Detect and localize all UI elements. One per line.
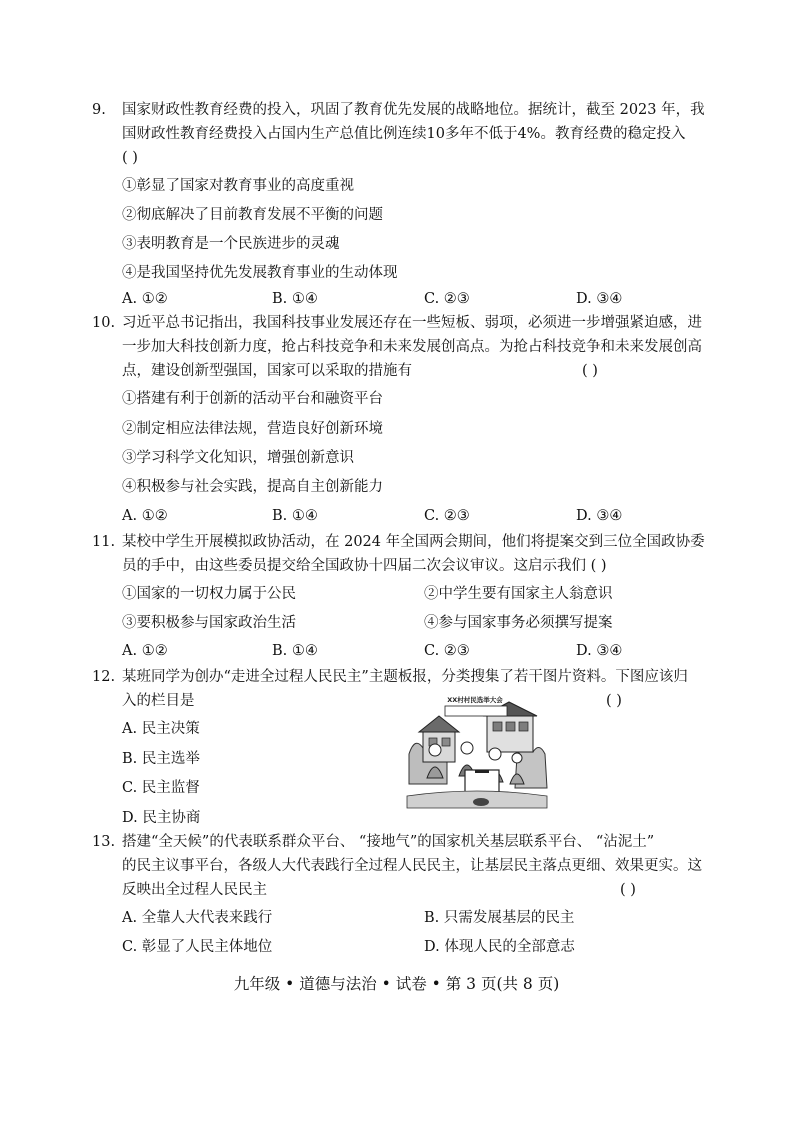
question-stem-line: 的民主议事平台，各级人大代表践行全过程人民民主，让基层民主落点更细、效果更实。这 [122, 858, 702, 874]
statement: ①彰显了国家对教育事业的高度重视 [122, 178, 354, 194]
choice-b: B. 民主选举 [122, 751, 200, 767]
question-stem-line: 某班同学为创办“走进全过程人民民主”主题板报，分类搜集了若干图片资料。下图应该归 [122, 669, 688, 685]
question-stem-line: 习近平总书记指出，我国科技事业发展还存在一些短板、弱项，必须进一步增强紧迫感，进 [122, 315, 702, 331]
statement: ④参与国家事务必须撰写提案 [424, 615, 613, 631]
question-stem-line: 反映出全过程人民民主 [122, 882, 267, 898]
choice-d: D. ③④ [576, 508, 623, 524]
question-stem-line: 某校中学生开展模拟政协活动，在 2024 年全国两会期间，他们将提案交到三位全国政协委 [122, 534, 705, 550]
choice-d: D. ③④ [576, 643, 623, 659]
question-number: 12. [92, 669, 116, 685]
choice-b: B. 只需发展基层的民主 [424, 910, 575, 926]
statement: ②中学生要有国家主人翁意识 [424, 586, 613, 602]
statement: ①国家的一切权力属于公民 [122, 586, 296, 602]
village-election-illustration [405, 684, 550, 812]
question-number: 13. [92, 834, 116, 850]
choice-a: A. 民主决策 [122, 721, 200, 737]
question-stem-line: 员的手中，由这些委员提交给全国政协十四届二次会议审议。这启示我们 ( ) [122, 558, 607, 574]
answer-bracket: ( ) [606, 693, 622, 709]
question-number: 9. [92, 102, 106, 118]
choice-c: C. 民主监督 [122, 780, 200, 796]
choice-a: A. ①② [122, 643, 168, 659]
question-stem-line: 国家财政性教育经费的投入，巩固了教育优先发展的战略地位。据统计，截至 2023 年，我 [122, 102, 705, 118]
question-stem-line: 国财政性教育经费投入占国内生产总值比例连续10多年不低于4%。教育经费的稳定投入 [122, 126, 686, 142]
statement: ③学习科学文化知识，增强创新意识 [122, 450, 354, 466]
question-number: 11. [92, 534, 116, 550]
choice-a: A. ①② [122, 291, 168, 307]
statement: ③要积极参与国家政治生活 [122, 615, 296, 631]
question-stem-line: 一步加大科技创新力度，抢占科技竞争和未来发展创高点。为抢占科技竞争和未来发展创高 [122, 339, 702, 355]
choice-b: B. ①④ [272, 643, 318, 659]
choice-d: D. 体现人民的全部意志 [424, 939, 575, 955]
answer-bracket: ( ) [122, 150, 138, 166]
statement: ④积极参与社会实践，提高自主创新能力 [122, 479, 383, 495]
choice-c: C. 彰显了人民主体地位 [122, 939, 273, 955]
choice-c: C. ②③ [424, 643, 470, 659]
answer-bracket: ( ) [582, 363, 598, 379]
choice-c: C. ②③ [424, 291, 470, 307]
statement: ②制定相应法律法规，营造良好创新环境 [122, 421, 383, 437]
choice-b: B. ①④ [272, 508, 318, 524]
choice-d: D. 民主协商 [122, 810, 201, 826]
question-stem-line: 点，建设创新型强国，国家可以采取的措施有 [122, 363, 412, 379]
page-footer: 九年级 • 道德与法治 • 试卷 • 第 3 页(共 8 页) [233, 975, 560, 993]
choice-c: C. ②③ [424, 508, 470, 524]
choice-a: A. 全靠人大代表来践行 [122, 910, 273, 926]
statement: ④是我国坚持优先发展教育事业的生动体现 [122, 265, 398, 281]
choice-d: D. ③④ [576, 291, 623, 307]
choice-a: A. ①② [122, 508, 168, 524]
statement: ①搭建有利于创新的活动平台和融资平台 [122, 391, 383, 407]
question-number: 10. [92, 315, 116, 331]
statement: ②彻底解决了目前教育发展不平衡的问题 [122, 207, 383, 223]
illustration-caption: XX村村民选举大会 [447, 696, 503, 704]
choice-b: B. ①④ [272, 291, 318, 307]
question-stem-line: 搭建“全天候”的代表联系群众平台、 “接地气”的国家机关基层联系平台、 “沾泥土” [122, 834, 655, 850]
statement: ③表明教育是一个民族进步的灵魂 [122, 236, 340, 252]
question-stem-line: 入的栏目是 [122, 693, 195, 709]
answer-bracket: ( ) [620, 882, 636, 898]
